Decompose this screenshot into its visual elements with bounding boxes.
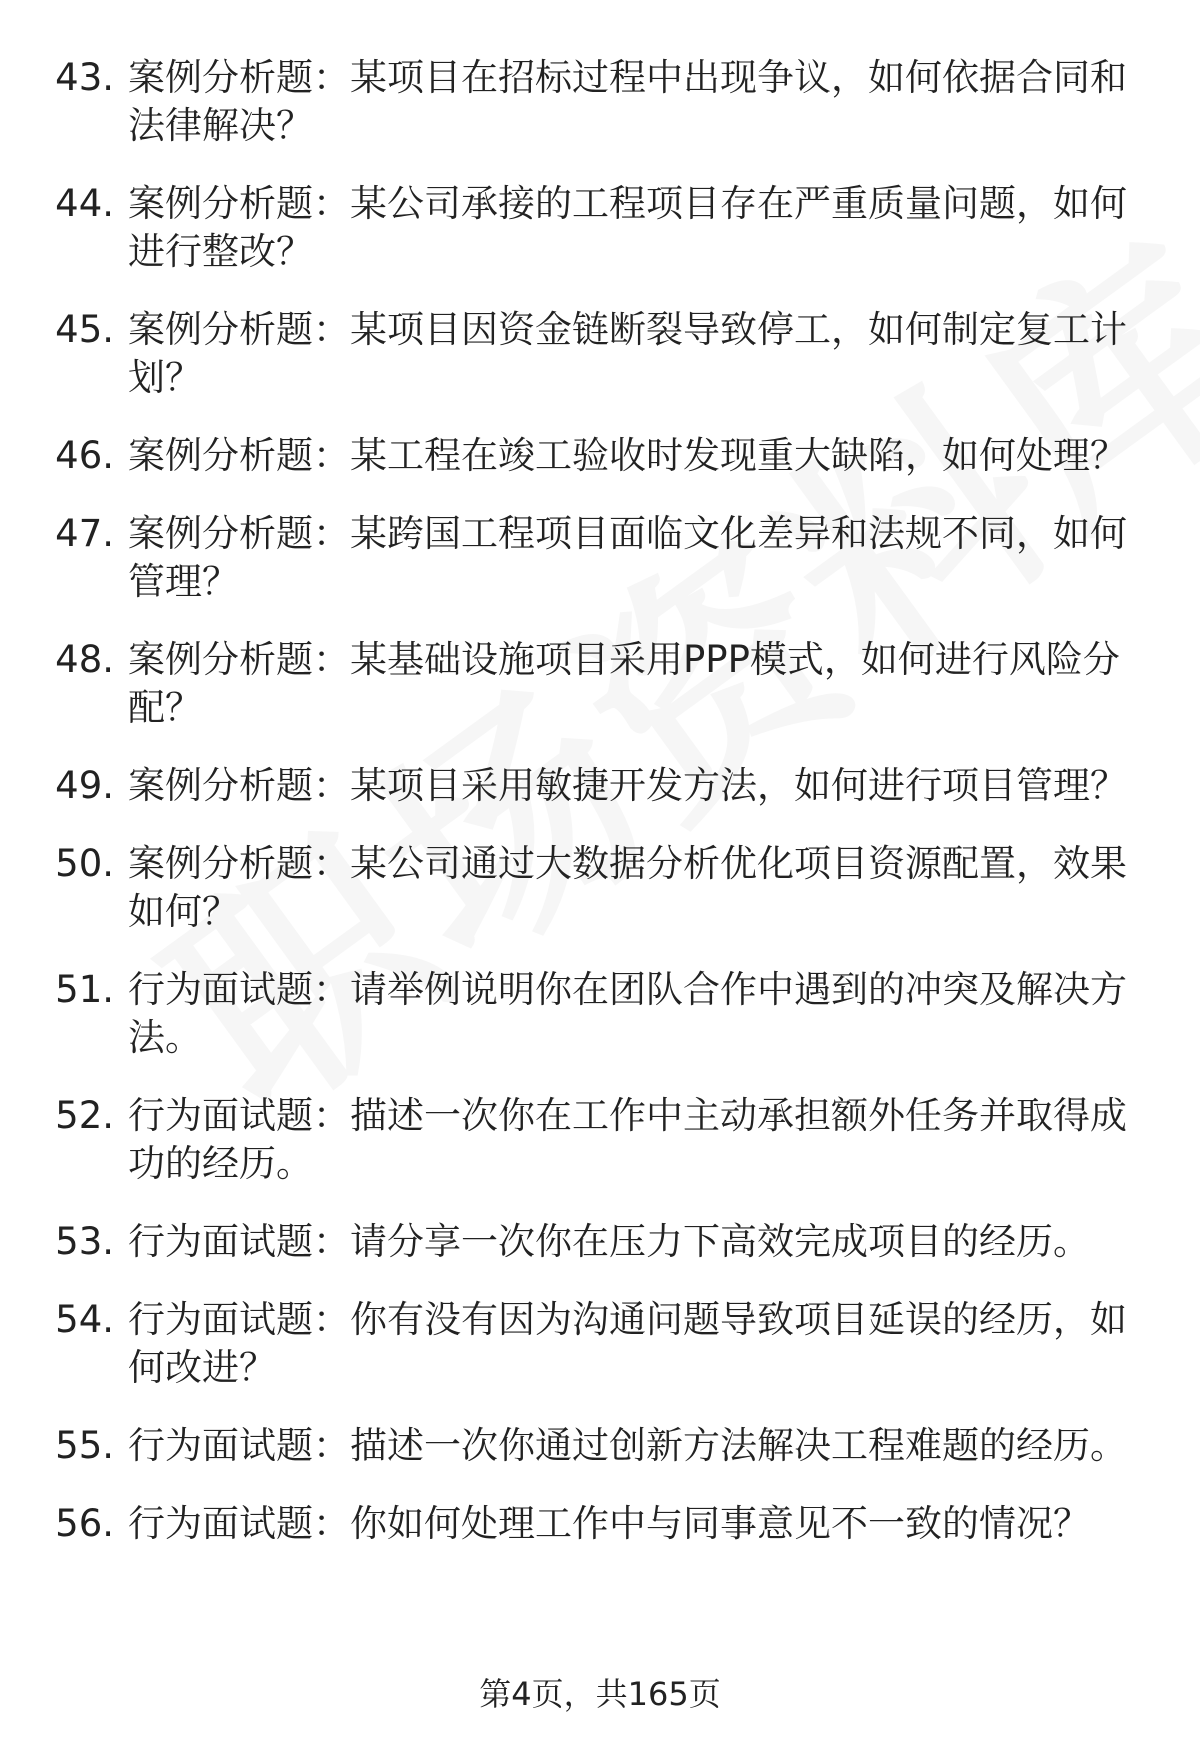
question-item bbox=[52, 1296, 1142, 1392]
question-text: 案例分析题：某项目因资金链断裂导致停工，如何制定复工计划？ bbox=[128, 308, 1127, 399]
question-item bbox=[52, 840, 1142, 936]
question-number: 45. bbox=[55, 308, 114, 351]
question-number: 54. bbox=[55, 1298, 114, 1341]
question-number: 52. bbox=[55, 1094, 114, 1137]
question-item bbox=[52, 510, 1142, 606]
question-item bbox=[52, 636, 1142, 732]
question-text: 案例分析题：某项目在招标过程中出现争议，如何依据合同和法律解决？ bbox=[128, 56, 1127, 147]
question-item bbox=[52, 306, 1142, 402]
question-text: 案例分析题：某基础设施项目采用PPP模式，如何进行风险分配？ bbox=[128, 638, 1120, 729]
question-item bbox=[52, 54, 1142, 150]
question-item bbox=[52, 966, 1142, 1062]
question-item bbox=[52, 1500, 1142, 1548]
question-text: 案例分析题：某工程在竣工验收时发现重大缺陷，如何处理？ bbox=[128, 434, 1127, 477]
question-text: 行为面试题：描述一次你在工作中主动承担额外任务并取得成功的经历。 bbox=[128, 1094, 1127, 1185]
question-text: 行为面试题：描述一次你通过创新方法解决工程难题的经历。 bbox=[128, 1424, 1127, 1467]
question-number: 49. bbox=[55, 764, 114, 807]
question-number: 55. bbox=[55, 1424, 114, 1467]
question-text: 案例分析题：某公司承接的工程项目存在严重质量问题，如何进行整改？ bbox=[128, 182, 1127, 273]
question-number: 50. bbox=[55, 842, 114, 885]
question-item bbox=[52, 432, 1142, 480]
question-number: 44. bbox=[55, 182, 114, 225]
question-text: 案例分析题：某项目采用敏捷开发方法，如何进行项目管理？ bbox=[128, 764, 1127, 807]
question-text: 行为面试题：你有没有因为沟通问题导致项目延误的经历，如何改进？ bbox=[128, 1298, 1127, 1389]
question-number: 46. bbox=[55, 434, 114, 477]
question-number: 43. bbox=[55, 56, 114, 99]
question-text: 案例分析题：某公司通过大数据分析优化项目资源配置，效果如何？ bbox=[128, 842, 1127, 933]
question-number: 47. bbox=[55, 512, 114, 555]
question-number: 56. bbox=[55, 1502, 114, 1545]
question-list bbox=[52, 54, 1142, 1578]
question-item bbox=[52, 180, 1142, 276]
page-number-label: 第4页，共165页 bbox=[479, 1675, 721, 1713]
question-text: 行为面试题：请分享一次你在压力下高效完成项目的经历。 bbox=[128, 1220, 1090, 1263]
question-item bbox=[52, 762, 1142, 810]
question-item bbox=[52, 1092, 1142, 1188]
question-number: 51. bbox=[55, 968, 114, 1011]
question-text: 案例分析题：某跨国工程项目面临文化差异和法规不同，如何管理？ bbox=[128, 512, 1127, 603]
page-footer bbox=[0, 1674, 1200, 1714]
question-text: 行为面试题：你如何处理工作中与同事意见不一致的情况？ bbox=[128, 1502, 1090, 1545]
question-text: 行为面试题：请举例说明你在团队合作中遇到的冲突及解决方法。 bbox=[128, 968, 1127, 1059]
question-item bbox=[52, 1422, 1142, 1470]
question-number: 48. bbox=[55, 638, 114, 681]
question-item bbox=[52, 1218, 1142, 1266]
question-number: 53. bbox=[55, 1220, 114, 1263]
